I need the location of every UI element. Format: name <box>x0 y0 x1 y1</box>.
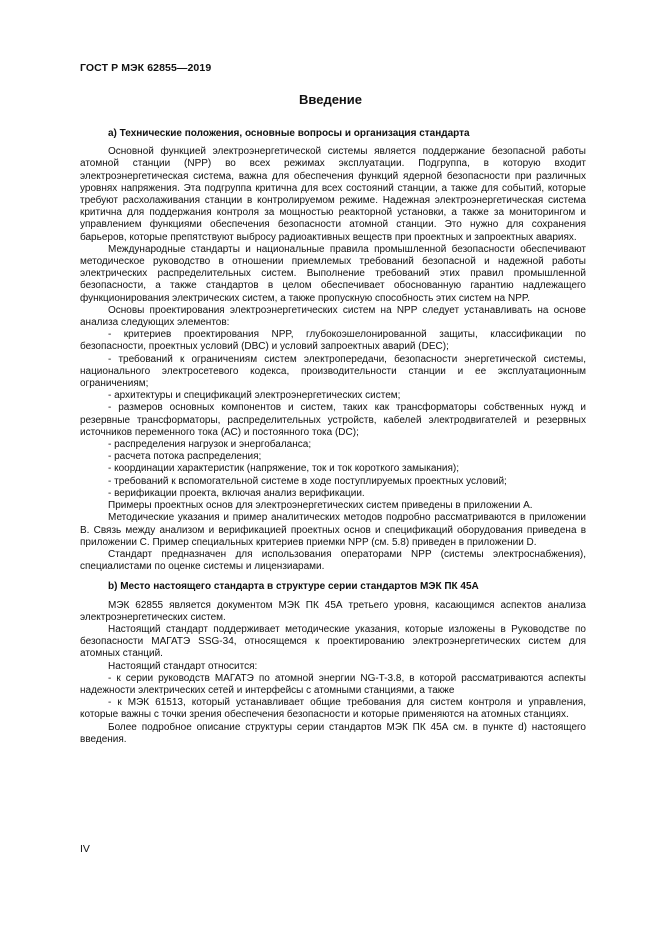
list-item: - требований к вспомогательной системе в ходе поступлируемых проектных условий; <box>108 475 507 487</box>
list-item: - требований к ограничениям систем электропередачи, безопасности энергетической системы, национального электросетевого кодекса, производительности станции и ее эксплуатационным ограничениям; <box>80 353 586 390</box>
list-item: - к серии руководств МАГАТЭ по атомной энергии NG-T-3.8, в которой рассматриваются аспекты надежности электрических сетей и интерфейсы с атомными станциями, а также <box>80 672 586 696</box>
page-number: IV <box>80 843 90 855</box>
body-text <box>80 125 586 746</box>
list-item: - размеров основных компонентов и систем, таких как трансформаторы собственных нужд и резервные трансформаторы, распределительных устройств, кабелей электродвигателей и резервных источников переменного тока (АС) и постоянного тока (DC); <box>80 402 586 438</box>
paragraph: Настоящий стандарт поддерживает методические указания, которые изложены в Руководстве по безопасности МАГАТЭ SSG-34, относящемся к проектированию электроэнергетических систем для атомных станций. <box>80 623 586 660</box>
paragraph: Основной функцией электроэнергетической системы является поддержание безопасной работы атомной станции (NPP) во всех режимах эксплуатации. Подгруппа, в которую входит электроэнергетическая система, важна для обеспечения функций ядерной безопасности при различных уровнях напряжения. Эта подгруппа критична для всех состояний станции, а также для событий, которые требуют расхолаживания станции в контролируемом режиме. Надежная электроэнергетическая система критична для поддержания контроля за мощностью реакторной установки, а также за мониторингом и управлением функциями обеспечения безопасности атомной станции. Это нужно для сохранения барьеров, которые препятствуют выбросу радиоактивных веществ при проектных и запроектных авариях. <box>80 146 586 243</box>
list-item: - критериев проектирования NPP, глубокоэшелонированной защиты, классификации по безопасности, проектных условий (DBC) и условий запроектных аварий (DEC); <box>80 329 586 353</box>
paragraph: Основы проектирования электроэнергетических систем на NPP следует устанавливать на основе анализа следующих элементов: <box>80 304 586 329</box>
page-title: Введение <box>299 92 362 107</box>
paragraph: Методические указания и пример аналитических методов подробно рассматриваются в приложении В. Связь между анализом и верификацией проектных основ и спецификаций оборудования приведена в приложении С. Пример специальных критериев приемки NPP (см. 5.8) приведен в приложении D. <box>80 512 586 548</box>
paragraph: Настоящий стандарт относится: <box>108 660 258 672</box>
list-item: - к МЭК 61513, который устанавливает общие требования для систем контроля и управления, которые важны с точки зрения обеспечения безопасности и которые применяются на атомных станциях. <box>80 697 586 721</box>
paragraph: Более подробное описание структуры серии стандартов МЭК ПК 45А см. в пункте d) настоящего введения. <box>80 721 586 745</box>
list-item: - расчета потока распределения; <box>108 451 262 463</box>
paragraph: Примеры проектных основ для электроэнергетических систем приведены в приложении А. <box>108 500 533 512</box>
section-b-heading: b) Место настоящего стандарта в структуре серии стандартов МЭК ПК 45А <box>108 581 479 593</box>
list-item: - верификации проекта, включая анализ верификации. <box>108 487 365 499</box>
paragraph: Международные стандарты и национальные правила промышленной безопасности обеспечивают методическое руководство в отношении приемлемых требований безопасной и надежной работы электрических распределительных систем. Выполнение требований этих правил промышленной безопасности, а также стандартов в целом обеспечивает обоснованную гарантию надлежащего функционирования электрических систем, а также пропускную способность этих систем на NPP. <box>80 243 586 304</box>
paragraph: МЭК 62855 является документом МЭК ПК 45А третьего уровня, касающимся аспектов анализа электроэнергетических систем. <box>80 599 586 623</box>
list-item: - координации характеристик (напряжение, ток и ток короткого замыкания); <box>108 463 460 475</box>
list-item: - архитектуры и спецификаций электроэнергетических систем; <box>108 390 401 402</box>
list-item: - распределения нагрузок и энергобаланса; <box>108 439 312 451</box>
paragraph: Стандарт предназначен для использования операторами NPP (системы электроснабжения), специалистами по оценке системы и лицензиарами. <box>80 548 586 573</box>
standard-header: ГОСТ Р МЭК 62855—2019 <box>80 62 212 74</box>
section-a-heading: а) Технические положения, основные вопросы и организация стандарта <box>108 128 470 139</box>
